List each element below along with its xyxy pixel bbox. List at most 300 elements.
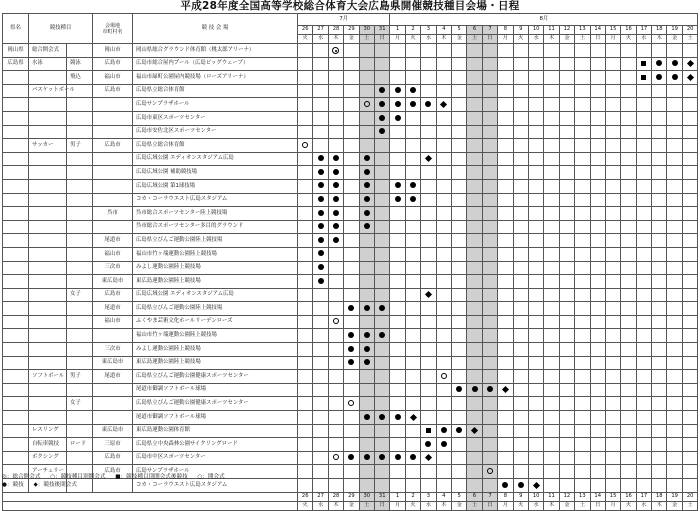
schedule-cell <box>482 438 497 452</box>
dot-mark <box>487 386 493 392</box>
table-row <box>3 57 698 71</box>
weekday-4: 土 <box>359 35 374 44</box>
dot-mark <box>518 482 524 488</box>
schedule-cell <box>575 166 590 180</box>
schedule-cell <box>513 356 528 370</box>
subcategory-cell: 競泳 <box>67 57 93 71</box>
category-cell <box>29 207 67 221</box>
schedule-cell <box>528 166 543 180</box>
schedule-cell <box>374 315 389 329</box>
footer-date-21: 16 <box>621 492 636 501</box>
schedule-cell <box>528 84 543 98</box>
schedule-cell <box>344 288 359 302</box>
schedule-cell <box>482 451 497 465</box>
schedule-cell <box>498 370 513 384</box>
schedule-cell <box>436 152 451 166</box>
city-cell: 広島市 <box>93 139 133 153</box>
schedule-cell <box>528 193 543 207</box>
schedule-cell <box>636 288 651 302</box>
schedule-cell <box>682 356 698 370</box>
schedule-cell <box>313 479 328 493</box>
schedule-cell <box>436 139 451 153</box>
footer-weekday-17: 金 <box>559 501 574 510</box>
footer-weekday-4: 土 <box>359 501 374 510</box>
schedule-cell <box>328 234 343 248</box>
schedule-cell <box>436 356 451 370</box>
schedule-cell <box>359 71 374 85</box>
dot-mark <box>410 454 416 460</box>
schedule-cell <box>559 356 574 370</box>
pref-cell <box>3 411 29 425</box>
category-cell <box>29 71 67 85</box>
schedule-cell <box>498 166 513 180</box>
footer-weekday-6: 月 <box>390 501 405 510</box>
schedule-cell <box>682 234 698 248</box>
dot-mark <box>348 305 354 311</box>
schedule-cell <box>405 329 420 343</box>
subcategory-cell <box>67 193 93 207</box>
schedule-cell <box>528 220 543 234</box>
schedule-cell <box>359 383 374 397</box>
subcategory-cell: 男子 <box>67 370 93 384</box>
schedule-cell <box>482 275 497 289</box>
category-cell <box>29 247 67 261</box>
schedule-cell <box>421 275 436 289</box>
schedule-cell <box>621 397 636 411</box>
schedule-cell <box>621 411 636 425</box>
schedule-cell <box>313 465 328 479</box>
header-venue: 競 技 会 場 <box>133 14 298 44</box>
schedule-cell <box>605 179 620 193</box>
schedule-cell <box>621 98 636 112</box>
schedule-cell <box>421 383 436 397</box>
schedule-cell <box>667 275 682 289</box>
venue-cell: 呉市総合スポーツセンター陸上競技場 <box>133 207 298 221</box>
schedule-cell <box>528 288 543 302</box>
schedule-cell <box>390 125 405 139</box>
diamond-mark <box>425 454 432 461</box>
schedule-cell <box>313 411 328 425</box>
footer-weekday-15: 水 <box>528 501 543 510</box>
dot-mark <box>364 210 370 216</box>
schedule-cell <box>559 438 574 452</box>
table-row <box>3 261 698 275</box>
schedule-cell <box>605 207 620 221</box>
weekday-17: 金 <box>559 35 574 44</box>
city-cell: 三次市 <box>93 343 133 357</box>
schedule-cell <box>667 343 682 357</box>
schedule-cell <box>513 193 528 207</box>
schedule-cell <box>328 71 343 85</box>
schedule-cell <box>636 343 651 357</box>
schedule-cell <box>652 207 667 221</box>
schedule-cell <box>636 356 651 370</box>
date-12: 7 <box>482 26 497 35</box>
schedule-cell <box>605 193 620 207</box>
schedule-cell <box>467 261 482 275</box>
schedule-cell <box>482 57 497 71</box>
schedule-cell <box>359 465 374 479</box>
schedule-cell <box>528 247 543 261</box>
schedule-cell <box>682 370 698 384</box>
schedule-table <box>2 13 698 511</box>
table-row <box>3 302 698 316</box>
schedule-cell <box>559 343 574 357</box>
schedule-cell <box>682 451 698 465</box>
schedule-cell <box>636 166 651 180</box>
schedule-cell <box>436 57 451 71</box>
table-row <box>3 451 698 465</box>
schedule-cell <box>682 479 698 493</box>
schedule-cell <box>636 411 651 425</box>
dot-mark <box>364 196 370 202</box>
footer-date-12: 7 <box>482 492 497 501</box>
schedule-cell <box>298 261 313 275</box>
schedule-cell <box>467 125 482 139</box>
schedule-cell <box>436 479 451 493</box>
date-25: 20 <box>682 26 698 35</box>
table-row <box>3 152 698 166</box>
subcategory-cell <box>67 111 93 125</box>
schedule-cell <box>359 329 374 343</box>
weekday-1: 水 <box>313 35 328 44</box>
city-cell: 三原市 <box>93 438 133 452</box>
schedule-cell <box>667 57 682 71</box>
schedule-cell <box>590 84 605 98</box>
city-cell: 尾道市 <box>93 234 133 248</box>
schedule-cell <box>436 166 451 180</box>
schedule-cell <box>528 71 543 85</box>
schedule-cell <box>575 139 590 153</box>
schedule-cell <box>544 343 559 357</box>
schedule-cell <box>482 111 497 125</box>
city-cell: 尾道市 <box>93 302 133 316</box>
schedule-cell <box>590 247 605 261</box>
schedule-cell <box>298 111 313 125</box>
category-cell: 自転車競技 <box>29 438 67 452</box>
schedule-cell <box>405 397 420 411</box>
schedule-cell <box>344 465 359 479</box>
schedule-cell <box>390 111 405 125</box>
schedule-cell <box>544 275 559 289</box>
schedule-cell <box>575 411 590 425</box>
schedule-cell <box>390 71 405 85</box>
table-row <box>3 247 698 261</box>
schedule-cell <box>575 152 590 166</box>
dot-mark <box>395 182 401 188</box>
schedule-cell <box>575 451 590 465</box>
schedule-cell <box>544 247 559 261</box>
schedule-cell <box>421 139 436 153</box>
footer-date-15: 10 <box>528 492 543 501</box>
weekday-10: 金 <box>452 35 467 44</box>
schedule-cell <box>436 84 451 98</box>
schedule-cell <box>344 302 359 316</box>
dot-mark <box>318 196 324 202</box>
schedule-cell <box>513 438 528 452</box>
schedule-cell <box>359 139 374 153</box>
table-row <box>3 411 698 425</box>
schedule-cell <box>652 438 667 452</box>
category-cell <box>29 315 67 329</box>
subcategory-cell <box>67 343 93 357</box>
schedule-cell <box>313 275 328 289</box>
city-cell: 東広島市 <box>93 275 133 289</box>
schedule-cell <box>452 370 467 384</box>
weekday-18: 土 <box>575 35 590 44</box>
schedule-cell <box>436 302 451 316</box>
venue-cell: 広島県立びんご運動公園陸上競技場 <box>133 302 298 316</box>
schedule-cell <box>452 261 467 275</box>
schedule-cell <box>652 288 667 302</box>
footer-date-20: 15 <box>605 492 620 501</box>
schedule-cell <box>621 370 636 384</box>
schedule-cell <box>621 152 636 166</box>
schedule-cell <box>667 152 682 166</box>
schedule-cell <box>682 247 698 261</box>
schedule-cell <box>498 288 513 302</box>
schedule-cell <box>528 139 543 153</box>
schedule-cell <box>467 424 482 438</box>
footer-date-10: 5 <box>452 492 467 501</box>
dot-mark <box>395 101 401 107</box>
subcategory-cell <box>67 152 93 166</box>
schedule-cell <box>313 288 328 302</box>
venue-cell: 尾道市御調ソフトボール球場 <box>133 383 298 397</box>
venue-cell: コカ・コーラウエスト広島スタジアム <box>133 479 298 493</box>
schedule-cell <box>667 302 682 316</box>
table-row <box>3 111 698 125</box>
schedule-cell <box>313 193 328 207</box>
schedule-cell <box>590 370 605 384</box>
schedule-cell <box>344 44 359 58</box>
dot-mark <box>318 155 324 161</box>
schedule-cell <box>544 179 559 193</box>
schedule-cell <box>328 111 343 125</box>
schedule-cell <box>374 207 389 221</box>
schedule-cell <box>421 193 436 207</box>
schedule-cell <box>513 139 528 153</box>
schedule-cell <box>513 247 528 261</box>
schedule-cell <box>528 424 543 438</box>
schedule-cell <box>513 166 528 180</box>
schedule-cell <box>605 166 620 180</box>
schedule-cell <box>298 275 313 289</box>
schedule-cell <box>559 139 574 153</box>
schedule-cell <box>605 302 620 316</box>
dot-mark <box>364 454 370 460</box>
venue-cell: 東広島運動公園陸上競技場 <box>133 275 298 289</box>
schedule-cell <box>405 207 420 221</box>
schedule-cell <box>636 383 651 397</box>
weekday-0: 火 <box>298 35 313 44</box>
city-cell: 東広島市 <box>93 424 133 438</box>
footer-weekday-row <box>3 501 698 510</box>
schedule-cell <box>298 207 313 221</box>
weekday-14: 火 <box>513 35 528 44</box>
schedule-cell <box>544 288 559 302</box>
dot-mark <box>364 223 370 229</box>
table-row <box>3 166 698 180</box>
venue-cell: 広島県立総合体育館 <box>133 139 298 153</box>
schedule-cell <box>374 152 389 166</box>
diamond-mark <box>502 386 509 393</box>
schedule-cell <box>621 139 636 153</box>
circle-mark <box>364 101 370 107</box>
schedule-cell <box>636 424 651 438</box>
dot-mark <box>364 305 370 311</box>
schedule-cell <box>559 71 574 85</box>
schedule-cell <box>544 207 559 221</box>
schedule-cell <box>374 125 389 139</box>
schedule-cell <box>313 84 328 98</box>
city-cell: 呉市 <box>93 207 133 221</box>
footer-date-7: 2 <box>405 492 420 501</box>
schedule-cell <box>452 71 467 85</box>
schedule-cell <box>559 411 574 425</box>
schedule-cell <box>652 465 667 479</box>
schedule-cell <box>667 370 682 384</box>
schedule-cell <box>575 111 590 125</box>
schedule-cell <box>482 411 497 425</box>
dot-mark <box>379 414 385 420</box>
square-mark <box>641 75 646 80</box>
schedule-cell <box>344 193 359 207</box>
schedule-cell <box>682 71 698 85</box>
diamond-mark <box>409 414 416 421</box>
schedule-cell <box>652 329 667 343</box>
schedule-cell <box>605 479 620 493</box>
schedule-cell <box>436 383 451 397</box>
schedule-cell <box>390 343 405 357</box>
schedule-cell <box>482 397 497 411</box>
circle-mark <box>302 142 308 148</box>
schedule-cell <box>528 98 543 112</box>
schedule-cell <box>482 343 497 357</box>
schedule-cell <box>513 71 528 85</box>
schedule-cell <box>590 383 605 397</box>
schedule-cell <box>590 193 605 207</box>
schedule-cell <box>344 220 359 234</box>
dot-mark <box>318 264 324 270</box>
schedule-cell <box>636 139 651 153</box>
schedule-cell <box>513 57 528 71</box>
schedule-cell <box>544 139 559 153</box>
schedule-cell <box>667 111 682 125</box>
schedule-cell <box>528 111 543 125</box>
schedule-cell <box>682 438 698 452</box>
weekday-24: 金 <box>667 35 682 44</box>
schedule-cell <box>513 479 528 493</box>
legend-ring: ◎：総合開会式 <box>2 474 41 480</box>
schedule-cell <box>452 193 467 207</box>
schedule-cell <box>421 84 436 98</box>
schedule-cell <box>498 179 513 193</box>
schedule-cell <box>405 424 420 438</box>
schedule-cell <box>374 370 389 384</box>
schedule-cell <box>667 383 682 397</box>
schedule-cell <box>544 166 559 180</box>
city-cell: 広島市 <box>93 84 133 98</box>
schedule-cell <box>421 438 436 452</box>
schedule-cell <box>590 220 605 234</box>
schedule-cell <box>344 329 359 343</box>
schedule-cell <box>344 275 359 289</box>
footer-weekday-9: 木 <box>436 501 451 510</box>
schedule-cell <box>405 302 420 316</box>
schedule-cell <box>528 383 543 397</box>
schedule-cell <box>667 71 682 85</box>
pref-cell <box>3 193 29 207</box>
schedule-cell <box>436 207 451 221</box>
schedule-cell <box>313 166 328 180</box>
schedule-cell <box>359 343 374 357</box>
city-cell <box>93 98 133 112</box>
subcategory-cell <box>67 411 93 425</box>
schedule-cell <box>667 98 682 112</box>
schedule-cell <box>605 247 620 261</box>
schedule-cell <box>374 111 389 125</box>
schedule-cell <box>421 411 436 425</box>
dot-mark <box>441 441 447 447</box>
schedule-cell <box>452 57 467 71</box>
dot-mark <box>333 182 339 188</box>
venue-cell: 広島県立びんご運動公園陸上競技場 <box>133 234 298 248</box>
schedule-cell <box>436 465 451 479</box>
footer-weekday-19: 日 <box>590 501 605 510</box>
pref-cell <box>3 247 29 261</box>
schedule-cell <box>682 44 698 58</box>
schedule-cell <box>344 98 359 112</box>
schedule-cell <box>605 451 620 465</box>
schedule-cell <box>513 152 528 166</box>
schedule-cell <box>667 451 682 465</box>
schedule-cell <box>405 370 420 384</box>
table-row <box>3 275 698 289</box>
dot-mark <box>379 305 385 311</box>
schedule-cell <box>421 288 436 302</box>
schedule-cell <box>513 302 528 316</box>
schedule-cell <box>467 84 482 98</box>
schedule-cell <box>390 397 405 411</box>
table-row <box>3 207 698 221</box>
schedule-cell <box>374 57 389 71</box>
schedule-cell <box>667 247 682 261</box>
dot-mark <box>318 210 324 216</box>
schedule-cell <box>390 220 405 234</box>
schedule-cell <box>498 247 513 261</box>
schedule-cell <box>605 275 620 289</box>
dot-mark <box>672 74 678 80</box>
pref-cell <box>3 207 29 221</box>
schedule-cell <box>344 479 359 493</box>
schedule-cell <box>667 465 682 479</box>
category-cell <box>29 179 67 193</box>
subcategory-cell: 女子 <box>67 288 93 302</box>
circle-mark <box>441 373 447 379</box>
schedule-cell <box>682 179 698 193</box>
schedule-cell <box>498 451 513 465</box>
table-row <box>3 356 698 370</box>
weekday-13: 月 <box>498 35 513 44</box>
schedule-cell <box>359 193 374 207</box>
schedule-cell <box>559 288 574 302</box>
subcategory-cell <box>67 179 93 193</box>
weekday-23: 木 <box>652 35 667 44</box>
schedule-cell <box>374 275 389 289</box>
footer-weekday-0: 火 <box>298 501 313 510</box>
schedule-cell <box>559 451 574 465</box>
